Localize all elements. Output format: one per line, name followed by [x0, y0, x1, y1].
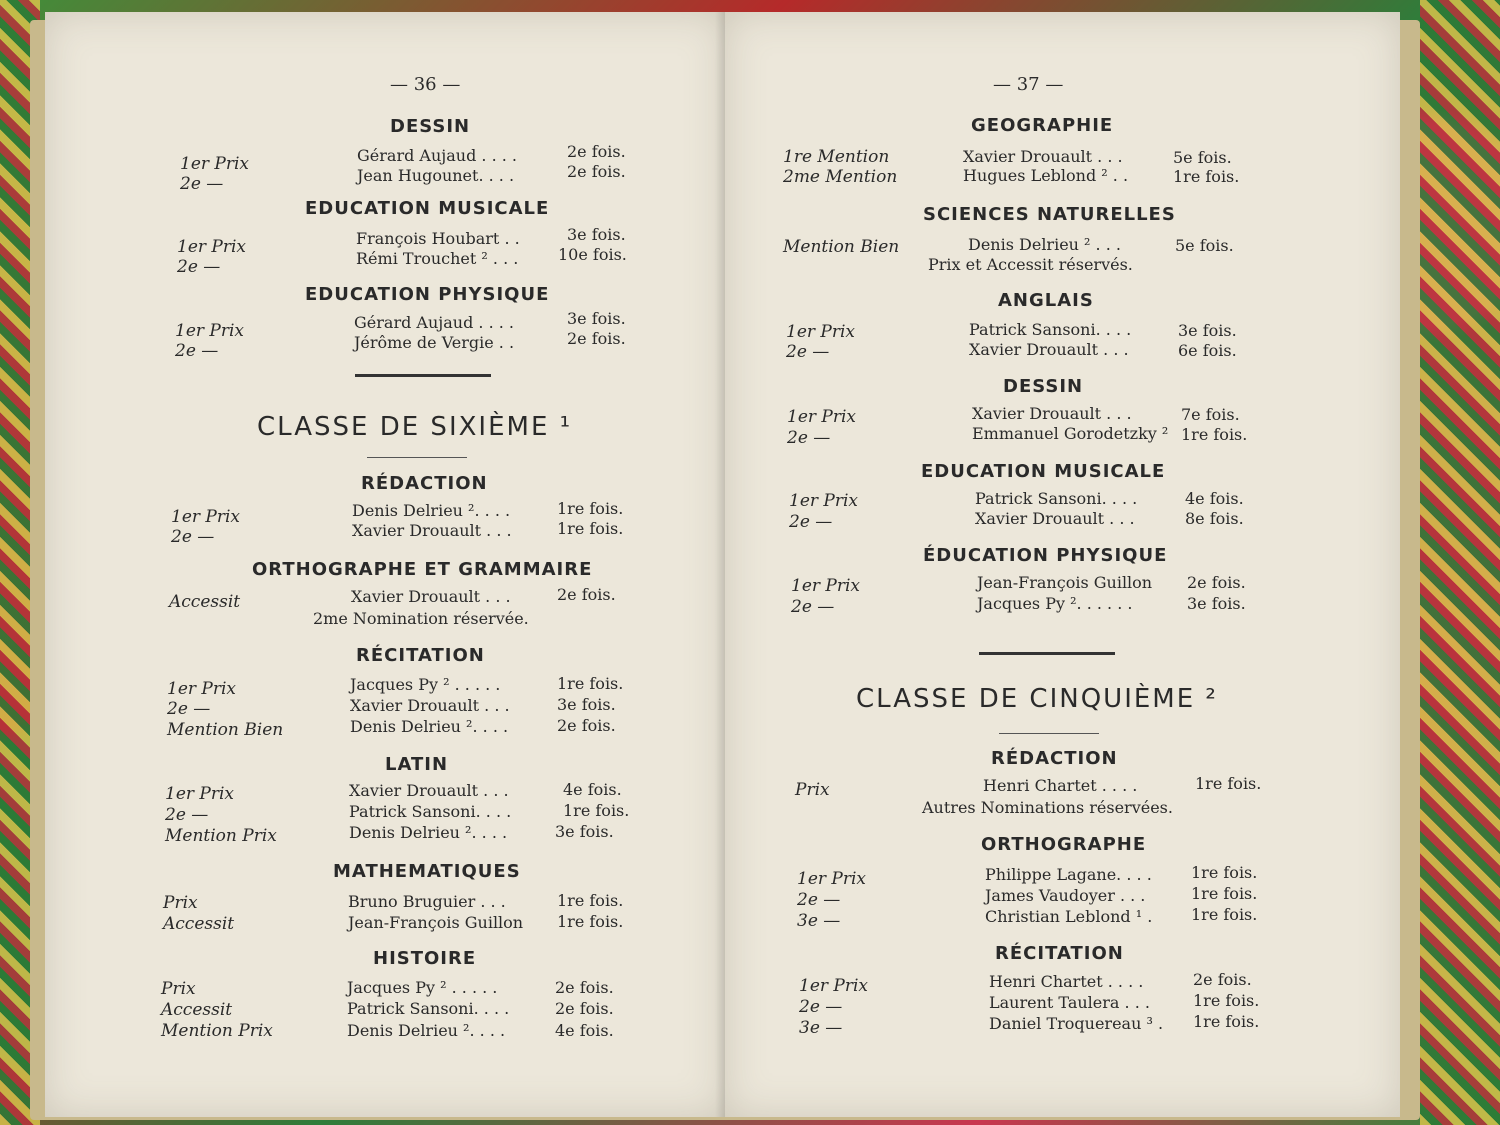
class-title: CLASSE DE SIXIÈME ¹	[257, 412, 573, 442]
times-count: 5e fois.	[1173, 148, 1232, 167]
section-title-physique: ÉDUCATION PHYSIQUE	[923, 545, 1168, 566]
times-count: 3e fois.	[1178, 321, 1237, 340]
section-title-musique: EDUCATION MUSICALE	[305, 198, 550, 219]
page-37	[725, 12, 1400, 1117]
award-label: Prix	[161, 979, 196, 999]
times-count: 2e fois.	[557, 716, 616, 735]
section-title-orthographe: ORTHOGRAPHE ET GRAMMAIRE	[252, 559, 593, 580]
student-name: Denis Delrieu ² . . .	[968, 235, 1121, 254]
student-name: Denis Delrieu ². . . .	[349, 823, 508, 842]
student-name: Emmanuel Gorodetzky ²	[972, 424, 1169, 443]
student-name: François Houbart . .	[356, 229, 520, 248]
award-label: Prix	[795, 780, 830, 800]
times-count: 1re fois.	[1193, 991, 1260, 1010]
award-label: 1er Prix	[175, 321, 244, 341]
award-label: 1er Prix	[791, 576, 860, 596]
award-label: 2e —	[787, 428, 831, 448]
times-count: 6e fois.	[1178, 341, 1237, 360]
award-label: Prix	[163, 893, 198, 913]
section-title-orthographe: ORTHOGRAPHE	[981, 834, 1147, 855]
award-label: 2e —	[797, 890, 841, 910]
student-name: Henri Chartet . . . .	[989, 972, 1144, 991]
times-count: 3e fois.	[1187, 594, 1246, 613]
award-label: Mention Bien	[167, 720, 284, 740]
times-count: 4e fois.	[563, 780, 622, 799]
times-count: 2e fois.	[555, 978, 614, 997]
section-title-dessin: DESSIN	[390, 116, 471, 137]
page-36	[45, 12, 726, 1117]
student-name: Xavier Drouault . . .	[350, 696, 510, 715]
student-name: Denis Delrieu ². . . .	[350, 717, 509, 736]
times-count: 3e fois.	[557, 695, 616, 714]
times-count: 1re fois.	[563, 801, 630, 820]
award-label: 2e —	[786, 342, 830, 362]
award-label: 1er Prix	[177, 237, 246, 257]
student-name: Jean-François Guillon	[348, 913, 524, 932]
times-count: 4e fois.	[555, 1021, 614, 1040]
times-count: 7e fois.	[1181, 405, 1240, 424]
times-count: 1re fois.	[1181, 425, 1248, 444]
student-name: Xavier Drouault . . .	[969, 340, 1129, 359]
section-title-redaction: RÉDACTION	[991, 748, 1118, 769]
student-name: Laurent Taulera . . .	[989, 993, 1150, 1012]
student-name: Xavier Drouault . . .	[975, 509, 1135, 528]
section-title-dessin: DESSIN	[1003, 376, 1084, 397]
award-label: Accessit	[163, 914, 235, 934]
divider-rule	[367, 457, 467, 458]
student-name: James Vaudoyer . . .	[985, 886, 1146, 905]
student-name: Xavier Drouault . . .	[352, 521, 512, 540]
award-label: Accessit	[169, 592, 241, 612]
award-label: 2e —	[799, 997, 843, 1017]
times-count: 1re fois.	[1191, 884, 1258, 903]
times-count: 2e fois.	[1193, 970, 1252, 989]
award-label: 2e —	[180, 174, 224, 194]
times-count: 2e fois.	[567, 142, 626, 161]
award-label: 3e —	[797, 911, 841, 931]
student-name: Jacques Py ² . . . . .	[347, 978, 498, 997]
section-title-physique: EDUCATION PHYSIQUE	[305, 284, 550, 305]
times-count: 2e fois.	[555, 999, 614, 1018]
divider-rule	[999, 733, 1099, 734]
times-count: 4e fois.	[1185, 489, 1244, 508]
award-label: 2e —	[791, 597, 835, 617]
times-count: 1re fois.	[1193, 1012, 1260, 1031]
award-label: 2me Mention	[783, 167, 898, 187]
section-title-recitation: RÉCITATION	[995, 943, 1124, 964]
award-label: 3e —	[799, 1018, 843, 1038]
student-name: Hugues Leblond ² . .	[963, 166, 1129, 185]
times-count: 1re fois.	[1173, 167, 1240, 186]
page-number: — 36 —	[390, 74, 461, 95]
student-name: Philippe Lagane. . . .	[985, 865, 1152, 884]
award-label: 1er Prix	[799, 976, 868, 996]
award-label: 2e —	[171, 527, 215, 547]
award-label: 1er Prix	[167, 679, 236, 699]
student-name: Xavier Drouault . . .	[963, 147, 1123, 166]
section-note: 2me Nomination réservée.	[313, 609, 529, 628]
class-title: CLASSE DE CINQUIÈME ²	[856, 684, 1218, 714]
award-label: 2e —	[175, 341, 219, 361]
award-label: 1re Mention	[783, 147, 890, 167]
student-name: Jean Hugounet. . . .	[357, 166, 515, 185]
student-name: Patrick Sansoni. . . .	[969, 320, 1132, 339]
times-count: 1re fois.	[557, 891, 624, 910]
section-title-latin: LATIN	[385, 754, 449, 775]
award-label: 1er Prix	[171, 507, 240, 527]
tablecloth-right	[1420, 0, 1500, 1125]
section-note: Autres Nominations réservées.	[922, 798, 1173, 817]
student-name: Jean-François Guillon	[977, 573, 1153, 592]
page-number: — 37 —	[993, 74, 1064, 95]
student-name: Denis Delrieu ². . . .	[347, 1021, 506, 1040]
times-count: 10e fois.	[558, 245, 627, 264]
section-note: Prix et Accessit réservés.	[928, 255, 1133, 274]
student-name: Daniel Troquereau ³ .	[989, 1014, 1164, 1033]
section-title-recitation: RÉCITATION	[356, 645, 485, 666]
award-label: Mention Prix	[165, 826, 277, 846]
award-label: 1er Prix	[787, 407, 856, 427]
award-label: 1er Prix	[180, 154, 249, 174]
award-label: Accessit	[161, 1000, 233, 1020]
times-count: 2e fois.	[567, 162, 626, 181]
divider-rule	[355, 374, 491, 377]
student-name: Jérôme de Vergie . .	[354, 333, 515, 352]
section-title-sciences: SCIENCES NATURELLES	[923, 204, 1176, 225]
divider-rule	[979, 652, 1115, 655]
student-name: Denis Delrieu ². . . .	[352, 501, 511, 520]
student-name: Xavier Drouault . . .	[972, 404, 1132, 423]
times-count: 3e fois.	[555, 822, 614, 841]
award-label: 2e —	[177, 257, 221, 277]
times-count: 2e fois.	[567, 329, 626, 348]
times-count: 3e fois.	[567, 309, 626, 328]
section-title-musique: EDUCATION MUSICALE	[921, 461, 1166, 482]
section-title-mathematiques: MATHEMATIQUES	[333, 861, 521, 882]
student-name: Patrick Sansoni. . . .	[349, 802, 512, 821]
student-name: Henri Chartet . . . .	[983, 776, 1138, 795]
student-name: Patrick Sansoni. . . .	[975, 489, 1138, 508]
student-name: Gérard Aujaud . . . .	[357, 146, 518, 165]
times-count: 1re fois.	[1191, 863, 1258, 882]
student-name: Bruno Bruguier . . .	[348, 892, 506, 911]
section-title-histoire: HISTOIRE	[373, 948, 477, 969]
award-label: Mention Prix	[161, 1021, 273, 1041]
times-count: 3e fois.	[567, 225, 626, 244]
times-count: 1re fois.	[1195, 774, 1262, 793]
student-name: Christian Leblond ¹ .	[985, 907, 1153, 926]
award-label: 1er Prix	[786, 322, 855, 342]
student-name: Jacques Py ² . . . . .	[350, 675, 501, 694]
award-label: 1er Prix	[165, 784, 234, 804]
times-count: 1re fois.	[557, 519, 624, 538]
student-name: Patrick Sansoni. . . .	[347, 999, 510, 1018]
times-count: 1re fois.	[557, 912, 624, 931]
award-label: 2e —	[165, 805, 209, 825]
times-count: 1re fois.	[557, 499, 624, 518]
times-count: 1re fois.	[557, 674, 624, 693]
student-name: Xavier Drouault . . .	[351, 587, 511, 606]
section-title-anglais: ANGLAIS	[998, 290, 1094, 311]
award-label: Mention Bien	[783, 237, 900, 257]
student-name: Gérard Aujaud . . . .	[354, 313, 515, 332]
times-count: 1re fois.	[1191, 905, 1258, 924]
student-name: Xavier Drouault . . .	[349, 781, 509, 800]
award-label: 1er Prix	[797, 869, 866, 889]
section-title-geographie: GEOGRAPHIE	[971, 115, 1114, 136]
award-label: 1er Prix	[789, 491, 858, 511]
section-title-redaction: RÉDACTION	[361, 473, 488, 494]
times-count: 8e fois.	[1185, 509, 1244, 528]
award-label: 2e —	[789, 512, 833, 532]
times-count: 5e fois.	[1175, 236, 1234, 255]
student-name: Jacques Py ². . . . . .	[977, 594, 1133, 613]
student-name: Rémi Trouchet ² . . .	[356, 249, 519, 268]
times-count: 2e fois.	[1187, 573, 1246, 592]
times-count: 2e fois.	[557, 585, 616, 604]
award-label: 2e —	[167, 699, 211, 719]
